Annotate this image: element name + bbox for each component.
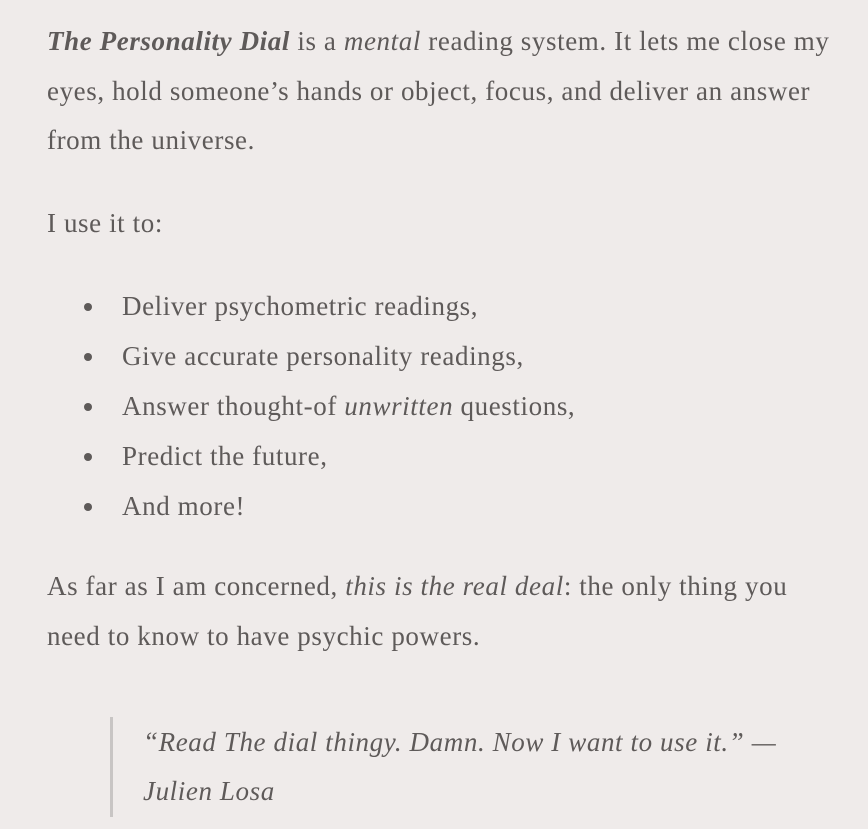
intro-mental-emphasis: mental	[343, 26, 421, 56]
quote-text: “Read The dial thingy. Damn. Now I want to use it.” — Julien Losa	[143, 727, 777, 806]
bullet-icon	[84, 503, 92, 511]
concern-emphasis: this is the real deal	[345, 571, 564, 601]
bullet-icon	[84, 403, 92, 411]
intro-text-rest: reading system. It lets me close my eyes, hold someone’s hands or object, focus, and deliver an answer from the universe.	[47, 26, 830, 155]
intro-text-is-a: is a	[290, 26, 344, 56]
list-item	[122, 431, 847, 481]
bullet-icon	[84, 303, 92, 311]
uses-list	[47, 281, 847, 531]
intro-paragraph	[47, 17, 847, 166]
list-item-text: Answer thought-of	[122, 391, 345, 421]
concern-paragraph	[47, 562, 847, 661]
bullet-icon	[84, 353, 92, 361]
article-content	[47, 17, 847, 817]
uses-lead-text: I use it to:	[47, 207, 163, 238]
testimonial-quote	[110, 717, 783, 817]
product-name: The Personality Dial	[47, 26, 290, 56]
list-item-text: Give accurate personality readings,	[122, 341, 524, 371]
list-item-emphasis: unwritten	[344, 391, 454, 421]
bullet-icon	[84, 453, 92, 461]
list-item	[122, 481, 847, 531]
list-item-text-after: questions,	[453, 391, 576, 421]
list-item-text: Predict the future,	[122, 441, 328, 471]
list-item	[122, 381, 847, 431]
concern-text-after: : the only thing you need to know to have psychic powers.	[47, 571, 788, 651]
concern-text-before: As far as I am concerned,	[47, 571, 346, 601]
list-item	[122, 281, 847, 331]
list-item-text: Deliver psychometric readings,	[122, 291, 479, 321]
list-item-text: And more!	[122, 491, 246, 521]
list-item	[122, 331, 847, 381]
